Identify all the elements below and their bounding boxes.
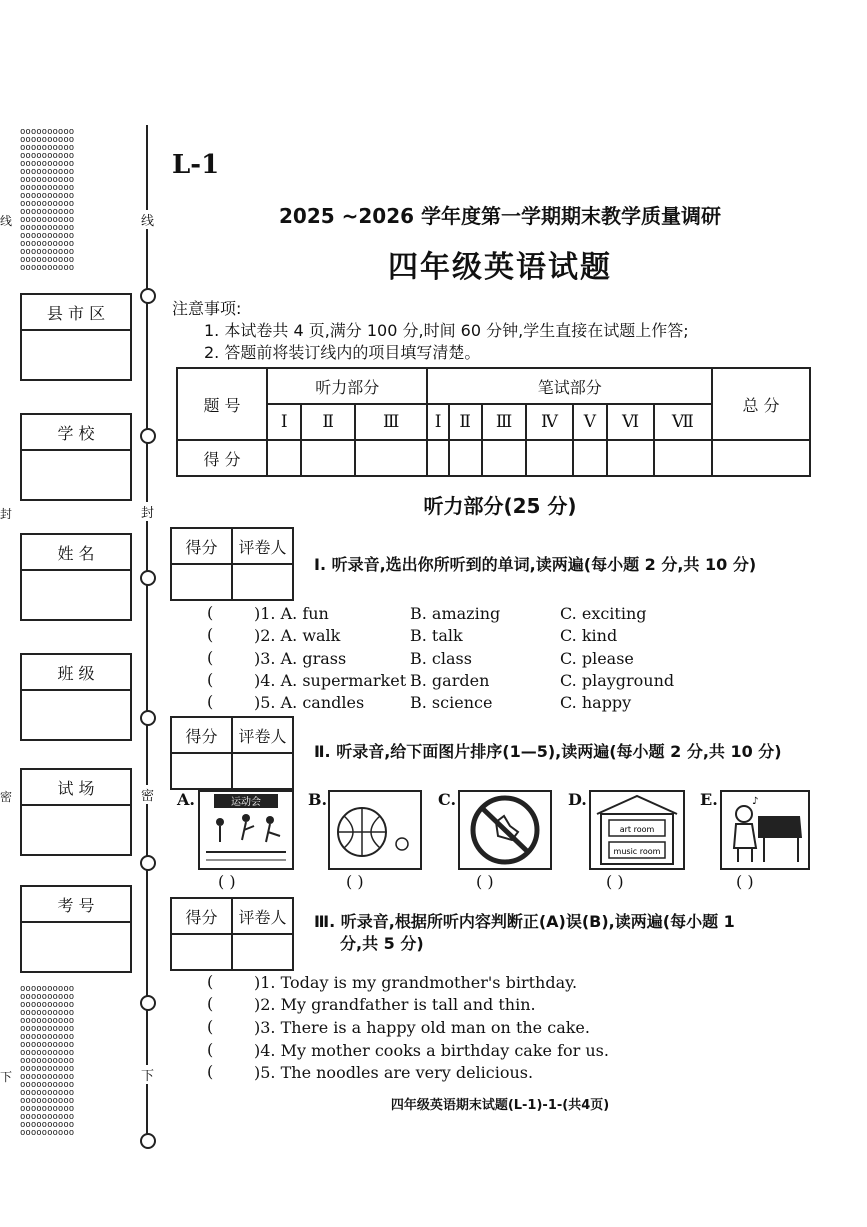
notice-item: 1. 本试卷共 4 页,满分 100 分,时间 60 分钟,学生直接在试题上作答;: [204, 321, 689, 340]
writing-header: 笔试部分: [427, 368, 712, 404]
listening-col: Ⅰ: [267, 404, 301, 440]
notice-heading: 注意事项:: [172, 299, 242, 318]
pic-label-a: A.: [177, 790, 195, 809]
exam-number-label: 考 号: [22, 887, 130, 923]
writing-col: Ⅶ: [654, 404, 712, 440]
question-2: )2. A. walk: [254, 626, 341, 645]
pic-label-c: C.: [438, 790, 457, 809]
dot-pattern-top: oooooooooo oooooooooo oooooooooo oooooooooo oooooooooo oooooooooo oooooooooo oooooooooo oooooooooo oooooooooo oooooooooo oooooooooo oooooooooo oooooooooo oooooooooo oooooooooo oooooooooo oooooooooo: [20, 128, 75, 273]
part3-title: [314, 911, 735, 955]
score-table: [176, 367, 811, 477]
answer-paren[interactable]: (: [207, 1040, 214, 1059]
score-cell[interactable]: [607, 440, 653, 476]
writing-col: Ⅱ: [449, 404, 482, 440]
sports-day-banner: 运动会: [231, 797, 261, 808]
listening-section-title: 听力部分(25 分): [423, 494, 577, 518]
edge-char: 线: [0, 214, 13, 228]
art-room-sign: art room: [619, 825, 655, 834]
writing-col: Ⅳ: [526, 404, 572, 440]
edge-char: 下: [0, 1070, 13, 1084]
part2-grader-table: [170, 716, 294, 790]
year-title: 2025 ~2026 学年度第一学期期末教学质量调研: [278, 204, 721, 228]
answer-paren[interactable]: (: [207, 670, 214, 689]
answer-paren[interactable]: ( ): [346, 872, 364, 891]
binding-line: [146, 125, 148, 1145]
page-title: 四年级英语试题: [388, 250, 612, 285]
writing-col: Ⅰ: [427, 404, 448, 440]
answer-paren[interactable]: (: [207, 1062, 214, 1081]
name-field[interactable]: [20, 533, 132, 621]
page-footer: 四年级英语期末试题(L-1)-1-(共4页): [390, 1098, 610, 1113]
binding-hole: [140, 855, 156, 871]
music-room-sign: music room: [613, 847, 661, 856]
question-number-header: 题 号: [177, 368, 267, 440]
total-score-cell[interactable]: [712, 440, 810, 476]
binding-char-feng: 封: [141, 502, 153, 521]
listening-col: Ⅱ: [301, 404, 354, 440]
question-4: )4. A. supermarket: [254, 671, 407, 690]
school-label: 学 校: [22, 415, 130, 451]
answer-paren[interactable]: (: [207, 692, 214, 711]
paper-code: L-1: [172, 150, 220, 180]
binding-hole: [140, 288, 156, 304]
binding-hole: [140, 570, 156, 586]
answer-paren[interactable]: ( ): [218, 872, 236, 891]
school-field[interactable]: [20, 413, 132, 501]
question-1: )1. Today is my grandmother's birthday.: [254, 973, 578, 992]
no-walking-sign-picture: [458, 790, 552, 870]
option-b: B. garden: [410, 671, 490, 690]
score-cell[interactable]: [482, 440, 527, 476]
binding-hole: [140, 995, 156, 1011]
score-cell[interactable]: [171, 753, 232, 789]
county-label: 县 市 区: [22, 295, 130, 331]
option-c: C. kind: [560, 626, 618, 645]
dot-pattern-bottom: oooooooooo oooooooooo oooooooooo oooooooooo oooooooooo oooooooooo oooooooooo oooooooooo oooooooooo oooooooooo oooooooooo oooooooooo oooooooooo oooooooooo oooooooooo oooooooooo oooooooooo oooooooooo oooooooooo: [20, 985, 75, 1138]
option-c: C. exciting: [560, 604, 647, 623]
score-cell[interactable]: [171, 564, 232, 600]
pic-label-e: E.: [700, 790, 718, 809]
option-c: C. happy: [560, 693, 632, 712]
answer-paren[interactable]: (: [207, 1017, 214, 1036]
basketball-picture: [328, 790, 422, 870]
answer-paren[interactable]: (: [207, 648, 214, 667]
score-cell[interactable]: [427, 440, 448, 476]
answer-paren[interactable]: (: [207, 972, 214, 991]
question-1: )1. A. fun: [254, 604, 329, 623]
binding-char-mi: 密: [141, 785, 153, 804]
grader-label: 评卷人: [232, 528, 293, 564]
score-cell[interactable]: [171, 934, 232, 970]
question-2: )2. My grandfather is tall and thin.: [254, 995, 536, 1014]
question-4: )4. My mother cooks a birthday cake for us.: [254, 1041, 609, 1060]
total-header: 总 分: [712, 368, 810, 440]
county-field[interactable]: [20, 293, 132, 381]
svg-text:♪: ♪: [752, 796, 759, 807]
score-cell[interactable]: [449, 440, 482, 476]
answer-paren[interactable]: (: [207, 603, 214, 622]
score-cell[interactable]: [301, 440, 354, 476]
option-b: B. talk: [410, 626, 463, 645]
part1-grader-table: [170, 527, 294, 601]
question-3: )3. There is a happy old man on the cake.: [254, 1018, 590, 1037]
writing-col: Ⅲ: [482, 404, 527, 440]
score-label: 得分: [171, 717, 232, 753]
listening-col: Ⅲ: [355, 404, 428, 440]
part3-title-line1: Ⅲ. 听录音,根据所听内容判断正(A)误(B),读两遍(每小题 1: [314, 912, 735, 931]
question-5: )5. The noodles are very delicious.: [254, 1063, 534, 1082]
option-b: B. science: [410, 693, 493, 712]
score-cell[interactable]: [267, 440, 301, 476]
class-label: 班 级: [22, 655, 130, 691]
piano-picture: [720, 790, 810, 870]
writing-col: Ⅵ: [607, 404, 653, 440]
option-b: B. amazing: [410, 604, 501, 623]
part3-grader-table: [170, 897, 294, 971]
score-row-label: 得 分: [177, 440, 267, 476]
binding-hole: [140, 1133, 156, 1149]
class-field[interactable]: [20, 653, 132, 741]
grader-label: 评卷人: [232, 717, 293, 753]
binding-hole: [140, 710, 156, 726]
answer-paren[interactable]: (: [207, 625, 214, 644]
score-cell[interactable]: [654, 440, 712, 476]
answer-paren[interactable]: (: [207, 994, 214, 1013]
edge-char: 封: [0, 507, 13, 521]
score-cell[interactable]: [355, 440, 428, 476]
sports-day-picture: [198, 790, 294, 870]
part3-title-line2: 分,共 5 分): [340, 934, 424, 953]
score-label: 得分: [171, 528, 232, 564]
option-b: B. class: [410, 649, 472, 668]
part1-title: Ⅰ. 听录音,选出你所听到的单词,读两遍(每小题 2 分,共 10 分): [314, 555, 757, 574]
answer-paren[interactable]: ( ): [606, 872, 624, 891]
exam-room-label: 试 场: [22, 770, 130, 806]
binding-char-xia: 下: [141, 1065, 153, 1084]
listening-header: 听力部分: [267, 368, 427, 404]
pic-label-d: D.: [568, 790, 587, 809]
edge-char: 密: [0, 790, 13, 804]
grader-label: 评卷人: [232, 898, 293, 934]
notice-block: [172, 298, 689, 364]
binding-char-xian: 线: [141, 210, 153, 229]
answer-paren[interactable]: ( ): [476, 872, 494, 891]
exam-number-field[interactable]: [20, 885, 132, 973]
notice-item: 2. 答题前将装订线内的项目填写清楚。: [204, 343, 481, 362]
exam-room-field[interactable]: [20, 768, 132, 856]
question-3: )3. A. grass: [254, 649, 347, 668]
pic-label-b: B.: [308, 790, 328, 809]
option-c: C. please: [560, 649, 634, 668]
score-cell[interactable]: [573, 440, 608, 476]
grader-cell[interactable]: [232, 934, 293, 970]
score-cell[interactable]: [526, 440, 572, 476]
option-c: C. playground: [560, 671, 675, 690]
writing-col: Ⅴ: [573, 404, 608, 440]
answer-paren[interactable]: ( ): [736, 872, 754, 891]
binding-hole: [140, 428, 156, 444]
grader-cell[interactable]: [232, 564, 293, 600]
name-label: 姓 名: [22, 535, 130, 571]
score-label: 得分: [171, 898, 232, 934]
grader-cell[interactable]: [232, 753, 293, 789]
question-5: )5. A. candles: [254, 693, 365, 712]
part2-title: Ⅱ. 听录音,给下面图片排序(1—5),读两遍(每小题 2 分,共 10 分): [314, 742, 782, 761]
rooms-picture: [589, 790, 685, 870]
